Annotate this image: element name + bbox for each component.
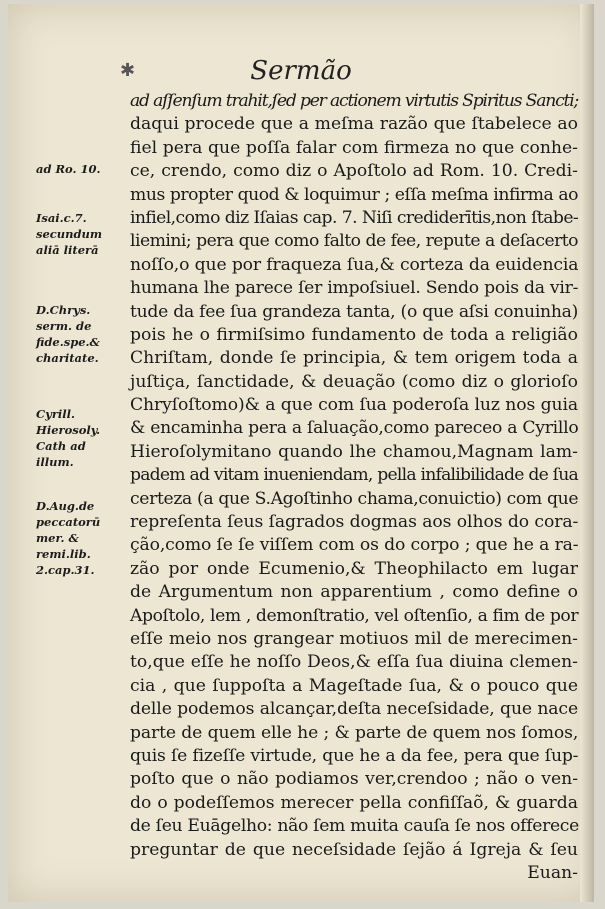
text-line: fiel pera que poſſa falar com firmeza no que conhe- [130, 137, 578, 158]
text-line: infiel,como diz Iſaias cap. 7. Niſi crediderītis,non ſtabe- [130, 207, 579, 228]
text-line: preguntar de que neceſsidade ſejão á Igreja & ſeu [130, 839, 578, 860]
text-line: certeza (a que S.Agoſtinho chama,conuictio) com que [130, 488, 579, 509]
text-line: cia , que ſuppoſta a Mageſtade ſua, & o pouco que [130, 675, 578, 696]
text-line: Chriſtam, donde ſe principia, & tem origem toda a [130, 348, 578, 369]
margin-note-line: fide.spe.& [36, 335, 100, 349]
text-line: ção,como ſe ſe viſſem com os do corpo ; que he a ra- [130, 535, 579, 556]
text-line: de Argumentum non apparentium , como define o [130, 582, 578, 603]
text-line: noſſo,o que por fraqueza ſua,& corteza da euidencia [130, 254, 579, 275]
margin-note-line: ad Ro. 10. [36, 162, 101, 176]
text-line: to,que eſſe he noſſo Deos,& eſſa ſua diuina clemen- [130, 652, 578, 673]
text-line: Apoſtolo, lem , demonſtratio, vel oſtenſio, a fim de por [130, 605, 579, 626]
text-line: do o podeſſemos merecer pella confiſſaõ, & guarda [130, 792, 578, 813]
text-line: tude da fee ſua grandeza tanta, (o que aſsi conuinha) [130, 301, 578, 322]
text-line: padem ad vitam inueniendam, pella infalibilidade de ſua [130, 465, 578, 486]
margin-note-line: secundum [36, 227, 103, 241]
margin-note-line: 2.cap.31. [36, 563, 95, 577]
text-line: de ſeu Euāgelho: não ſem muita cauſa ſe nos offerece [130, 816, 579, 837]
text-line: poſto que o não podiamos ver,crendoo ; não o ven- [130, 769, 578, 790]
text-line: ce, crendo, como diz o Apoſtolo ad Rom. 10. Credi- [130, 161, 578, 182]
margin-note-line: illum. [36, 455, 74, 469]
text-line: humana lhe parece ſer impoſsiuel. Sendo pois da vir- [130, 278, 579, 299]
margin-note-line: D.Chrys. [36, 303, 91, 317]
margin-note-line: Isai.c.7. [36, 211, 87, 225]
text-line: & encaminha pera a ſaluação,como pareceo a Cyrillo [130, 418, 579, 439]
margin-note-line: D.Aug.de [36, 499, 95, 513]
text-line: Chryſoſtomo)& a que com ſua poderoſa luz nos guia [130, 395, 578, 416]
margin-note-line: serm. de [36, 319, 92, 333]
ornament-mark: ✱ [120, 60, 136, 81]
margin-note-cyril [36, 406, 128, 470]
text-line: zão por onde Ecumenio,& Theophilacto em lugar [130, 558, 578, 579]
margin-note-chrysostom [36, 302, 128, 366]
margin-note-line: charitate. [36, 351, 99, 365]
text-line: delle podemos alcançar,deſta neceſsidade, que nace [130, 699, 578, 720]
text-line: quis ſe fizeſſe virtude, que he a da fee, pera que ſup- [130, 745, 579, 766]
margin-note-rom [36, 161, 128, 177]
text-line: repreſenta ſeus ſagrados dogmas aos olhos do cora- [130, 512, 579, 533]
text-line: eſſe meio nos grangear motiuos mil de merecimen- [130, 628, 578, 649]
margin-note-line: Cath ad [36, 439, 86, 453]
catchword: Euan- [527, 862, 578, 883]
page-fold-shadow [580, 4, 594, 902]
book-page [8, 4, 594, 902]
margin-note-line: mer. & [36, 531, 79, 545]
margin-note-line: peccatorū [36, 515, 101, 529]
running-head: Sermão [250, 56, 352, 86]
text-line: juſtiça, ſanctidade, & deuação (como diz o glorioſo [130, 371, 578, 392]
body-text [130, 90, 578, 885]
margin-note-line: aliā literā [36, 243, 99, 257]
margin-note-isai [36, 210, 128, 258]
text-line: parte de quem elle he ; & parte de quem nos ſomos, [130, 722, 579, 743]
text-line: pois he o firmiſsimo fundamento de toda a religião [130, 324, 578, 345]
text-line: Hieroſolymitano quando lhe chamou,Magnam lam- [130, 441, 578, 462]
text-line: mus propter quod & loquimur ; eſſa meſma infirma ao [130, 184, 579, 205]
margin-note-augustine [36, 498, 128, 578]
text-line: daqui procede que a meſma razão que ſtabelece ao [130, 114, 578, 135]
margin-note-line: remi.lib. [36, 547, 91, 561]
text-line: liemini; pera que como falto de fee, repute a deſacerto [130, 231, 578, 252]
margin-note-line: Cyrill. [36, 407, 76, 421]
text-line: ad aſſenſum trahit,ſed per actionem virtutis Spiritus Sancti; [130, 91, 579, 111]
margin-note-line: Hierosoly. [36, 423, 101, 437]
